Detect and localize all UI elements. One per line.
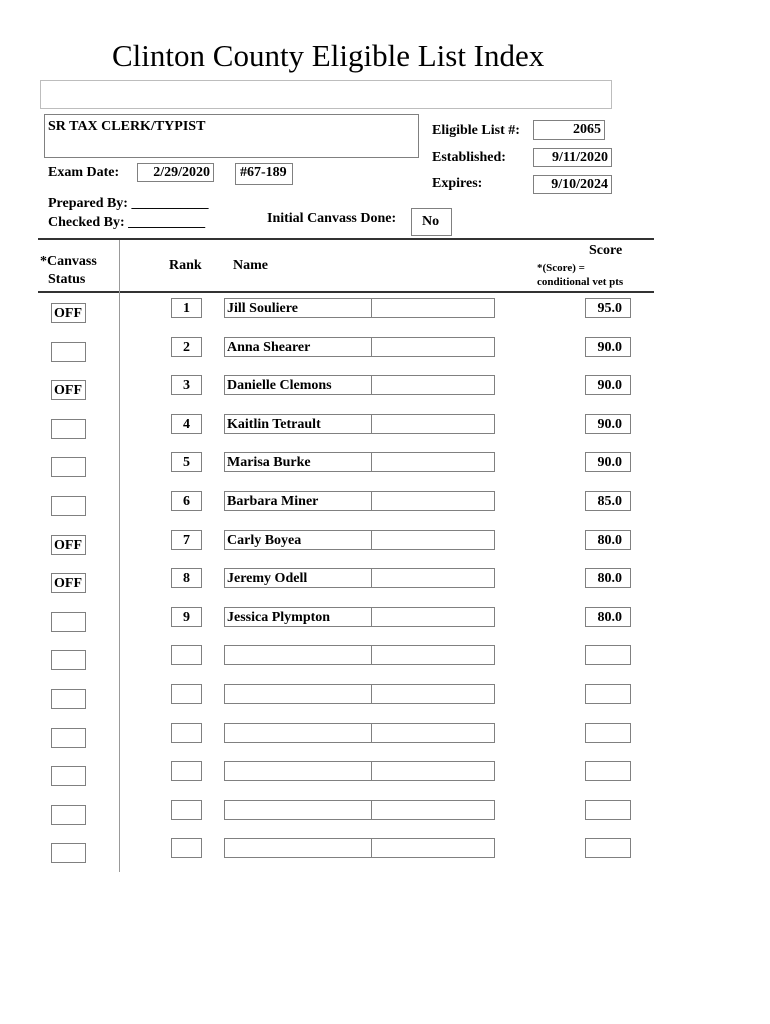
rank-field[interactable] [171, 838, 202, 858]
initial-canvass-field[interactable]: No [411, 208, 452, 236]
name-header: Name [233, 258, 268, 273]
rank-field[interactable]: 5 [171, 452, 202, 472]
score-field[interactable] [585, 645, 631, 665]
name-field[interactable] [224, 645, 372, 665]
canvass-status-field[interactable] [51, 342, 86, 362]
canvass-status-field[interactable] [51, 496, 86, 516]
canvass-status-field[interactable] [51, 689, 86, 709]
name-field[interactable] [224, 761, 372, 781]
name-field[interactable]: Jeremy Odell [224, 568, 372, 588]
top-blank-field[interactable] [40, 80, 612, 109]
canvass-header-line2: Status [48, 272, 86, 287]
position-title-field[interactable]: SR TAX CLERK/TYPIST [44, 114, 419, 158]
score-field[interactable] [585, 800, 631, 820]
extra-field[interactable] [371, 607, 495, 627]
established-date-field[interactable]: 9/11/2020 [533, 148, 612, 167]
initial-canvass-label: Initial Canvass Done: [267, 211, 397, 226]
exam-date-label: Exam Date: [48, 165, 120, 180]
extra-field[interactable] [371, 414, 495, 434]
rank-field[interactable] [171, 800, 202, 820]
name-field[interactable] [224, 723, 372, 743]
canvass-status-field[interactable] [51, 843, 86, 863]
canvass-column-divider [119, 240, 120, 872]
name-field[interactable]: Danielle Clemons [224, 375, 372, 395]
extra-field[interactable] [371, 530, 495, 550]
established-label: Established: [432, 150, 506, 165]
extra-field[interactable] [371, 298, 495, 318]
canvass-status-field[interactable] [51, 805, 86, 825]
expires-label: Expires: [432, 176, 483, 191]
score-field[interactable]: 90.0 [585, 452, 631, 472]
rank-field[interactable] [171, 684, 202, 704]
score-field[interactable] [585, 684, 631, 704]
canvass-status-field[interactable] [51, 650, 86, 670]
rank-field[interactable]: 2 [171, 337, 202, 357]
name-field[interactable] [224, 684, 372, 704]
header-top-rule [38, 238, 654, 240]
name-field[interactable]: Jessica Plympton [224, 607, 372, 627]
expires-date-field[interactable]: 9/10/2024 [533, 175, 612, 194]
score-field[interactable] [585, 723, 631, 743]
name-field[interactable]: Anna Shearer [224, 337, 372, 357]
page-title: Clinton County Eligible List Index [112, 38, 545, 73]
name-field[interactable]: Carly Boyea [224, 530, 372, 550]
name-field[interactable]: Barbara Miner [224, 491, 372, 511]
canvass-status-field[interactable] [51, 419, 86, 439]
rank-field[interactable]: 6 [171, 491, 202, 511]
extra-field[interactable] [371, 645, 495, 665]
score-field[interactable]: 90.0 [585, 414, 631, 434]
score-field[interactable]: 80.0 [585, 607, 631, 627]
rank-field[interactable]: 9 [171, 607, 202, 627]
name-field[interactable] [224, 838, 372, 858]
name-field[interactable] [224, 800, 372, 820]
rank-field[interactable] [171, 761, 202, 781]
name-field[interactable]: Jill Souliere [224, 298, 372, 318]
name-field[interactable]: Marisa Burke [224, 452, 372, 472]
score-field[interactable]: 90.0 [585, 337, 631, 357]
rank-field[interactable]: 4 [171, 414, 202, 434]
score-field[interactable] [585, 838, 631, 858]
score-note-line2: conditional vet pts [537, 276, 624, 288]
name-field[interactable]: Kaitlin Tetrault [224, 414, 372, 434]
header-bottom-rule [38, 291, 654, 293]
canvass-status-field[interactable]: OFF [51, 535, 86, 555]
extra-field[interactable] [371, 684, 495, 704]
score-field[interactable]: 80.0 [585, 568, 631, 588]
rank-field[interactable]: 3 [171, 375, 202, 395]
score-field[interactable] [585, 761, 631, 781]
extra-field[interactable] [371, 337, 495, 357]
extra-field[interactable] [371, 375, 495, 395]
eligible-list-number-field[interactable]: 2065 [533, 120, 605, 140]
rank-field[interactable]: 7 [171, 530, 202, 550]
score-field[interactable]: 95.0 [585, 298, 631, 318]
score-field[interactable]: 90.0 [585, 375, 631, 395]
extra-field[interactable] [371, 838, 495, 858]
canvass-status-field[interactable] [51, 457, 86, 477]
extra-field[interactable] [371, 761, 495, 781]
rank-field[interactable] [171, 723, 202, 743]
score-header: Score [589, 243, 623, 258]
canvass-status-field[interactable]: OFF [51, 303, 86, 323]
rank-field[interactable] [171, 645, 202, 665]
canvass-status-field[interactable]: OFF [51, 380, 86, 400]
extra-field[interactable] [371, 452, 495, 472]
eligible-list-label: Eligible List #: [432, 123, 520, 138]
rank-field[interactable]: 8 [171, 568, 202, 588]
extra-field[interactable] [371, 568, 495, 588]
canvass-status-field[interactable]: OFF [51, 573, 86, 593]
rank-header: Rank [169, 258, 202, 273]
score-field[interactable]: 85.0 [585, 491, 631, 511]
score-note-line1: *(Score) = [537, 262, 585, 274]
canvass-status-field[interactable] [51, 612, 86, 632]
prepared-by-label: Prepared By: ___________ [48, 196, 209, 211]
extra-field[interactable] [371, 800, 495, 820]
checked-by-label: Checked By: ___________ [48, 215, 206, 230]
extra-field[interactable] [371, 723, 495, 743]
canvass-header-line1: *Canvass [40, 254, 97, 269]
exam-number-field[interactable]: #67-189 [235, 163, 293, 185]
exam-date-field[interactable]: 2/29/2020 [137, 163, 214, 182]
rank-field[interactable]: 1 [171, 298, 202, 318]
score-field[interactable]: 80.0 [585, 530, 631, 550]
canvass-status-field[interactable] [51, 766, 86, 786]
extra-field[interactable] [371, 491, 495, 511]
canvass-status-field[interactable] [51, 728, 86, 748]
